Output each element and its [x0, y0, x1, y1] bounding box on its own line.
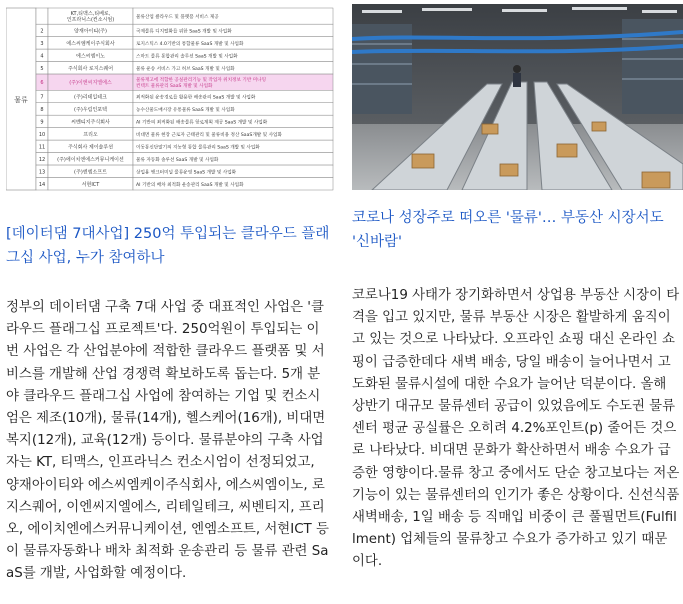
table-cell-no: 3 [40, 40, 44, 47]
table-row [36, 62, 333, 74]
table-cell-company: 프리오 [83, 131, 98, 138]
table-cell-no: 11 [38, 144, 46, 151]
table-cell-desc: 비대면 물류 현장 근로자 근태관리 및 물류비용 정산 SaaS개발 및 사업화 [136, 132, 282, 138]
table-cell-desc: 로지스틱스 4.0기반의 통합물류 SaaS 개발 및 사업화 [136, 41, 244, 47]
table-cell-no: 7 [40, 94, 44, 101]
table-cell-company: KT,티맥스,티베로, [70, 11, 111, 18]
table-row [36, 178, 333, 190]
article-body-left: 정부의 데이터댐 구축 7대 사업 중 대표적인 사업은 '클라우드 플래그십 프로젝트'다. 250억원이 투입되는 이번 사업은 각 산업분야에 적합한 클라우드 플랫폼 및 서비스를 개발해 산업 경쟁력 확보하도록 돕는다. 5개 분야 클라우드 플래그십 사업에 참여하는 기업 및 컨소시엄은 제조(10개), 물류(14개), 헬스케어(16개), 비대면복지(12개), 교육(12개) 등이다. 물류분야의 구축 사업자는 KT, 티맥스, 인프라닉스 컨소시엄이 선정되었고, 양재아이티와 에스씨엠케이주식회사, 에스씨엠이노, 로지스퀘어, 이엔씨지엘에스, 리테일테크, 씨벤티지, 프리오, 에이치엔에스커뮤니케이션, 엔엠소프트, 서현ICT 등이 물류자동화나 배차 최적화 운송관리 등 물류 관련 SaaS를 개발, 사업화할 예정이다. [6, 300, 329, 582]
company-table [6, 6, 335, 192]
table-row [36, 128, 333, 140]
table-row [36, 153, 333, 165]
table-row [36, 165, 333, 177]
table-category-label: 물류 [14, 96, 28, 104]
table-row [36, 90, 333, 102]
table-cell-no: 14 [38, 181, 46, 188]
article-body-right: 코로나19 사태가 장기화하면서 상업용 부동산 시장이 타격을 입고 있지만, 물류 부동산 시장은 활발하게 움직이고 있는 것으로 나타났다. 오프라인 쇼핑 대신 온라인 쇼핑이 급증한데다 새벽 배송, 당일 배송이 늘어나면서 고도화된 물류시설에 대한 수요가 늘어난 덕분이다. 올해 상반기 대규모 물류센터 공급이 있었음에도 수도권 물류센터 평균 공실률은 오히려 4.2%포인트(p) 줄어든 것으로 나타났다. 비대면 문화가 확산하면서 배송 수요가 급증한 영향이다.물류 창고 중에서도 단순 창고보다는 저온 기능이 있는 물류센터의 인기가 좋은 상황이다. 신선식품 새벽배송, 1일 배송 등 직매입 비중이 큰 풀필먼트(Fulfillment) 업체들의 물류창고 수요가 증가하고 있기 때문이다. [352, 288, 680, 570]
table-cell-desc: 이동통신단말기의 지능형 통합 물류관리 SaaS 개발 및 사업화 [136, 145, 260, 151]
table-cell-no: 5 [40, 65, 44, 72]
table-cell-desc: AI 기반의 배차 최적화 운송관리 SaaS 개발 및 사업화 [136, 182, 244, 188]
table-cell-company: (주)에이치엔에스커뮤니케이션 [57, 156, 124, 163]
table-row [36, 37, 333, 49]
table-cell-no: 10 [38, 131, 46, 138]
table-row [36, 140, 333, 152]
table-cell-desc: 물류 운송 서비스 가고 허브 SaaS 개발 및 사업화 [136, 66, 235, 72]
table-cell-desc: 상업용 행크터미널 물류운영 SaaS 개발 및 사업화 [136, 170, 237, 176]
table-cell-company: (주)우림인포텍 [74, 106, 107, 113]
table-cell-no: 9 [40, 119, 44, 126]
company-table-image[interactable] [6, 6, 335, 192]
table-cell-company: 주식회사 제이솔루션 [67, 144, 114, 151]
table-row [36, 115, 333, 127]
table-row [36, 24, 333, 36]
table-cell-desc: 물류 자동화 솔루션 SaaS 개발 및 사업화 [136, 157, 219, 163]
table-cell-no: 4 [40, 53, 44, 60]
warehouse-conveyor-image [352, 4, 683, 190]
headline-link-right[interactable]: 코로나 성장주로 떠오른 '물류'… 부동산 시장서도 '신바람' [352, 210, 664, 250]
table-cell-no: 8 [40, 106, 44, 113]
table-cell-company: 에스씨엠케이주식회사 [66, 40, 115, 47]
table-row [36, 103, 333, 115]
table-cell-no: 13 [38, 169, 46, 176]
table-cell-no: 2 [40, 28, 44, 35]
table-cell-company: (주)엔엠소프트 [74, 169, 107, 176]
table-cell-company: 씨벤티지주식회사 [71, 119, 110, 126]
warehouse-photo[interactable] [352, 4, 683, 190]
table-cell-company: 양재아이티(주) [74, 28, 107, 35]
table-cell-desc: 스마트 물류 통합관리 솔루션 SaaS 개발 및 사업화 [136, 54, 238, 60]
table-row [36, 49, 333, 61]
table-cell-desc: 최적화된 운송경로를 활용한 배송관리 SaaS 개발 및 사업화 [136, 95, 256, 101]
table-cell-company: (주)리테일테크 [74, 94, 107, 101]
table-cell-desc: 컨텍트 물류관리 SaaS 개발 및 사업화 [136, 84, 213, 90]
headline-link-left[interactable]: [데이터댐 7대사업] 250억 투입되는 클라우드 플래그십 사업, 누가 참여하나 [6, 226, 330, 266]
table-cell-company: 주식회사 로지스퀘어 [67, 65, 114, 72]
table-cell-desc: 농수산물도매시장 유통물류 SaaS 개발 및 사업화 [136, 107, 235, 113]
table-cell-company: (주)이엔씨지엘에스 [69, 80, 112, 87]
table-row [36, 74, 333, 90]
table-cell-company: 에스씨엠이노 [76, 53, 105, 60]
table-cell-company: 인프라닉스(컨소시엄) [66, 17, 115, 24]
table-cell-no: 12 [38, 156, 46, 163]
table-cell-desc: AI 기반의 최적화된 배송물류 항로계획 제공 SaaS 개발 및 사업화 [136, 120, 268, 126]
table-cell-desc: 물류산업 클라우드 및 플랫폼 서비스 제공 [136, 15, 219, 21]
table-cell-desc: 물류재고에 적합한 공실관리기능 및 작업자 위치정보 기반 미나밍 [136, 78, 267, 84]
table-row [36, 8, 333, 24]
table-cell-company: 서현ICT [81, 181, 100, 188]
table-cell-desc: 국제물류 디지털화를 위한 SaaS 개발 및 사업화 [136, 29, 232, 35]
table-cell-no: 6 [40, 80, 44, 87]
